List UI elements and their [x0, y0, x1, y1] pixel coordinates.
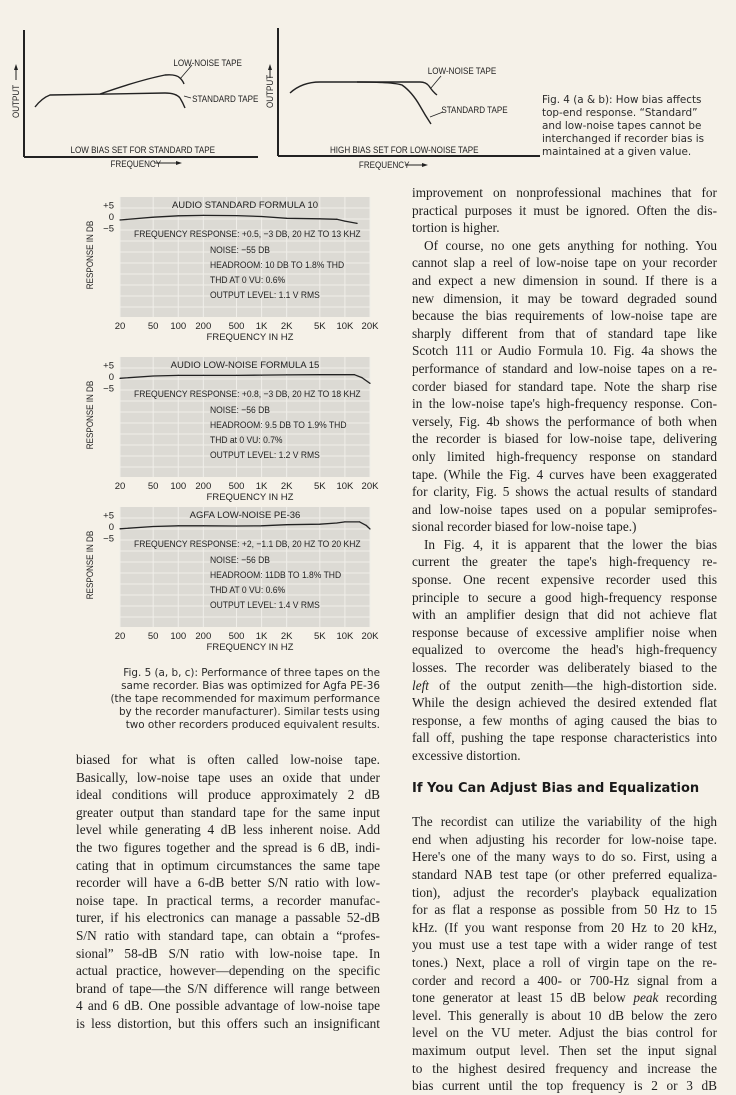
data-point — [203, 215, 204, 216]
text-fragment: of the output zenith—the high-distortion side. — [429, 677, 717, 693]
text-line: for as flat a response as possible from 50 Hz to 15 — [412, 902, 717, 918]
spec-line: NOISE: −55 DB — [210, 244, 270, 256]
text-line: greater output than standard tape for the same input — [76, 804, 380, 820]
data-point — [203, 375, 204, 376]
x-axis-label: FREQUENCY IN HZ — [206, 642, 294, 653]
text-line: response, a few months of aging caused the bias to — [412, 712, 717, 728]
y-tick-label: −5 — [103, 223, 114, 235]
data-point — [153, 526, 154, 527]
fig4-caption-line: maintained at a given value. — [542, 146, 692, 158]
x-tick-label: 2K — [280, 321, 293, 332]
x-tick-label: 50 — [147, 321, 159, 332]
fig5c-chart — [75, 505, 390, 655]
text-line: In Fig. 4, it is apparent that the lower the bias — [424, 536, 717, 552]
text-line: improvement on nonprofessional machines that for — [412, 185, 717, 200]
text-line: S/N ratio with standard tape, can obtain a “profes- — [76, 927, 380, 943]
text-line: cating that in optimum circumstances the same tape — [76, 857, 380, 873]
text-fragment: tone generator at least 15 dB below — [412, 990, 634, 1006]
y-tick-label: −5 — [103, 533, 114, 545]
fig4a-low-noise-label: LOW-NOISE TAPE — [173, 57, 242, 69]
text-line: maximum output level. Then set the input signal — [412, 1042, 717, 1058]
data-point — [261, 216, 262, 217]
fig4b-low-noise-curve — [290, 82, 437, 95]
x-tick-label: 10K — [336, 321, 354, 332]
data-point — [119, 219, 120, 220]
text-line: excessive distortion. — [412, 748, 521, 763]
data-point — [344, 521, 345, 522]
fig5-caption-line: (the tape recommended for maximum performance — [110, 693, 380, 705]
text-line: cannot slap a reel of low-noise tape on your recorder — [412, 255, 717, 271]
chart-title: AGFA LOW-NOISE PE-36 — [189, 510, 301, 521]
text-line: for clarity, Fig. 5 shows the actual results of standard — [412, 484, 717, 500]
fig4b-x-arrowhead — [422, 163, 428, 167]
fig4b-y-label: OUTPUT — [264, 74, 276, 108]
x-tick-label: 500 — [228, 481, 245, 492]
data-point — [354, 374, 355, 375]
data-point — [366, 525, 367, 526]
section-heading: If You Can Adjust Bias and Equalization — [412, 780, 700, 796]
frequency-response-spec: FREQUENCY RESPONSE: +0.5, −3 DB, 20 HZ TO 13 KHZ — [134, 228, 361, 240]
spec-line: THD at 0 VU: 0.7% — [210, 434, 283, 446]
data-point — [178, 215, 179, 216]
x-tick-label: 200 — [195, 631, 212, 642]
x-tick-label: 50 — [147, 481, 159, 492]
data-point — [369, 383, 370, 384]
text-line: tape. (While the Fig. 4 curves have been exaggerated — [412, 466, 717, 482]
data-point — [336, 522, 337, 523]
paragraph-2 — [412, 237, 717, 536]
paragraph-1 — [412, 184, 717, 237]
x-tick-label: 10K — [336, 481, 354, 492]
text-line: corder and record a 400- or 700-Hz signal from a — [412, 972, 717, 988]
text-line: with an amplifier design that did not achieve flat — [412, 607, 717, 623]
text-line: sional” 58-dB S/N ratio with low-noise tape. In — [76, 945, 380, 961]
fig4-caption-line: Fig. 4 (a & b): How bias affects — [542, 94, 702, 106]
data-point — [319, 524, 320, 525]
fig4b-standard-curve — [357, 82, 431, 124]
data-point — [361, 377, 362, 378]
fig4-caption — [542, 94, 736, 159]
data-point — [336, 219, 337, 220]
text-line: current the greater the tape's high-frequency re- — [412, 554, 717, 570]
text-line: standard NAB test tape (or other preferred equaliza- — [412, 866, 717, 882]
data-point — [319, 374, 320, 375]
fig4-caption-line: and low-noise tapes cannot be — [542, 120, 702, 132]
spec-line: NOISE: −56 DB — [210, 554, 270, 566]
fig4a-subtitle: LOW BIAS SET FOR STANDARD TAPE — [70, 144, 216, 156]
x-tick-label: 20 — [114, 631, 126, 642]
y-tick-label: 0 — [108, 522, 114, 533]
y-tick-label: +5 — [103, 510, 114, 522]
y-axis-label: RESPONSE IN DB — [84, 380, 96, 450]
x-tick-label: 10K — [336, 631, 354, 642]
y-axis-label: RESPONSE IN DB — [84, 530, 96, 600]
text-line: the recorder is biased for low-noise tape, delivering — [412, 431, 717, 447]
x-tick-label: 20K — [361, 481, 379, 492]
italic-word: left — [412, 677, 429, 693]
text-line: end when adjusting his recorder for low-noise tape. — [412, 831, 717, 847]
fig4b-low-noise-leader — [431, 76, 441, 88]
data-point — [203, 525, 204, 526]
data-point — [261, 525, 262, 526]
data-point — [119, 378, 120, 379]
spec-line: THD AT 0 VU: 0.6% — [210, 584, 286, 596]
text-line: because the bias requirements of low-noise tape are — [412, 308, 717, 324]
x-axis-label: FREQUENCY IN HZ — [206, 492, 294, 503]
x-axis-label: FREQUENCY IN HZ — [206, 332, 294, 343]
text-line: level on the VU meter. Adjust the bias control for — [412, 1025, 717, 1041]
italic-word: peak — [633, 990, 659, 1006]
frequency-response-spec: FREQUENCY RESPONSE: +0.8, −3 DB, 20 HZ TO 18 KHZ — [134, 388, 361, 400]
x-tick-label: 100 — [170, 481, 187, 492]
left-column-text — [76, 751, 380, 1033]
text-line: level. This generally is about 10 dB below the zero — [412, 1007, 717, 1023]
data-point — [344, 221, 345, 222]
x-tick-label: 1K — [255, 321, 268, 332]
x-tick-label: 1K — [255, 481, 268, 492]
data-point — [119, 528, 120, 529]
text-line: tion), adjust the recorder's playback equalization — [412, 884, 717, 900]
text-line: While the design achieved the desired extended flat — [412, 695, 717, 711]
x-tick-label: 200 — [195, 321, 212, 332]
fig4a-y-label: OUTPUT — [10, 84, 22, 118]
text-line: tones.) Next, place a roll of virgin tape on the re- — [412, 954, 717, 970]
text-line: ideal conditions will produce approximately 2 dB — [76, 787, 380, 803]
spec-line: HEADROOM: 11DB TO 1.8% THD — [210, 569, 342, 581]
data-point — [236, 215, 237, 216]
text-line: performance of standard and low-noise tapes on a re- — [412, 360, 717, 376]
data-point — [344, 374, 345, 375]
text-line: is less distortion, but this offers such an insignificant — [76, 1015, 380, 1031]
right-column-text — [412, 184, 717, 1095]
text-line: losses. The recorder was deliberately biased to the — [412, 660, 717, 676]
data-point — [286, 374, 287, 375]
x-tick-label: 2K — [280, 631, 293, 642]
data-point — [369, 528, 370, 529]
fig4a-diagram — [0, 0, 265, 175]
text-line: bias current until the top frequency is 2 or 3 dB — [412, 1078, 717, 1094]
text-line: 4 and 6 dB. One possible advantage of low-noise tape — [76, 998, 380, 1014]
text-line: biased for what is often called low-noise tape. — [76, 752, 380, 767]
data-point — [236, 525, 237, 526]
text-line: new dimension, it may be toward degraded sound — [412, 290, 717, 306]
data-point — [286, 524, 287, 525]
text-line: versely, Fig. 4b shows the performance of both when — [412, 413, 717, 429]
text-line: and low-noise tapes used on a popular semiprofes- — [412, 501, 717, 517]
x-tick-label: 5K — [314, 321, 326, 332]
text-line: Basically, low-noise tape uses an oxide that under — [76, 769, 380, 785]
data-point — [319, 218, 320, 219]
x-tick-label: 5K — [314, 481, 326, 492]
x-tick-label: 500 — [228, 631, 245, 642]
spec-line: HEADROOM: 10 DB TO 1.8% THD — [210, 259, 345, 271]
fig4a-x-label: FREQUENCY — [110, 158, 162, 170]
text-line: fall off, pushing the tape response characteristics into — [412, 730, 717, 746]
text-line: sponse. One recent expensive recorder used this — [412, 572, 717, 588]
text-line: corder biased for standard tape. Note the sharp rise — [412, 378, 717, 394]
x-tick-label: 5K — [314, 631, 326, 642]
text-line: equalized to overcome the head's high-frequency — [412, 642, 717, 658]
chart-title: AUDIO LOW-NOISE FORMULA 15 — [170, 360, 320, 371]
x-tick-label: 100 — [170, 631, 187, 642]
spec-line: OUTPUT LEVEL: 1.4 V RMS — [210, 599, 320, 611]
spec-line: OUTPUT LEVEL: 1.1 V RMS — [210, 289, 320, 301]
text-line: actual practice, however—depending on the specific — [76, 963, 380, 979]
text-line: practical purposes it must be ignored. Often the dis- — [412, 202, 717, 218]
y-tick-label: 0 — [108, 212, 114, 223]
fig4-caption-line: top-end response. “Standard” — [542, 107, 698, 119]
x-tick-label: 50 — [147, 631, 159, 642]
fig4b-diagram — [262, 0, 542, 175]
x-tick-label: 1K — [255, 631, 268, 642]
data-point — [153, 375, 154, 376]
text-line: and expect a new dimension in sound. If there is a — [412, 272, 717, 288]
fig4a-standard-leader — [184, 96, 191, 98]
data-point — [356, 223, 357, 224]
fig4b-low-noise-label: LOW-NOISE TAPE — [427, 65, 497, 77]
fig5-caption-line: same recorder. Bias was optimized for Agfa PE-36 — [121, 680, 380, 692]
fig5b-chart — [75, 355, 390, 505]
chart-title: AUDIO STANDARD FORMULA 10 — [171, 200, 319, 211]
text-line: level while generating 4 dB less inherent noise. Add — [76, 822, 380, 838]
fig4-caption-line: interchanged if recorder bias is — [542, 133, 704, 145]
text-line: Here's one of the many ways to do so. First, using a — [412, 849, 717, 865]
data-point — [178, 375, 179, 376]
text-line: Scotch 111 or Audio Formula 10. Fig. 4a shows the — [412, 343, 717, 359]
fig4a-standard-label: STANDARD TAPE — [192, 93, 259, 105]
text-line: sharply different from that of standard tape like — [412, 325, 717, 341]
paragraph-4 — [412, 813, 717, 1095]
x-tick-label: 20 — [114, 481, 126, 492]
fig5-caption — [42, 667, 380, 732]
frequency-response-spec: FREQUENCY RESPONSE: +2, −1.1 DB, 20 HZ TO 20 KHZ — [134, 538, 361, 550]
text-line: to the highest desired frequency and increase the — [412, 1060, 717, 1076]
data-point — [359, 521, 360, 522]
y-tick-label: +5 — [103, 360, 114, 372]
text-line — [412, 989, 717, 1007]
text-line: The recordist can utilize the variability of the high — [412, 814, 717, 830]
fig5a-chart — [75, 195, 390, 345]
fig4b-subtitle: HIGH BIAS SET FOR LOW-NOISE TAPE — [330, 144, 479, 156]
data-point — [286, 218, 287, 219]
x-tick-label: 500 — [228, 321, 245, 332]
text-line: kHz. (If you want response from 20 Hz to 20 kHz, — [412, 919, 717, 935]
x-tick-label: 200 — [195, 481, 212, 492]
fig4b-standard-label: STANDARD TAPE — [441, 104, 508, 116]
text-line: turer, if his electronics can manage a passable 52-dB — [76, 910, 380, 926]
text-line: sional recorder biased for low-noise tape.) — [412, 519, 637, 535]
fig5-caption-line: two other recorders produced equivalent results. — [125, 719, 380, 731]
fig4b-x-label: FREQUENCY — [358, 159, 410, 171]
y-tick-label: −5 — [103, 383, 114, 395]
x-tick-label: 20K — [361, 631, 379, 642]
fig5-caption-line: by the recorder manufacturer). Similar tests using — [118, 706, 380, 718]
spec-line: NOISE: −56 DB — [210, 404, 270, 416]
data-point — [236, 375, 237, 376]
spec-line: HEADROOM: 9.5 DB TO 1.9% THD — [210, 419, 347, 431]
fig4a-low-noise-curve — [100, 75, 184, 94]
text-line: principle to secure a good high-frequency response — [412, 589, 717, 605]
x-tick-label: 2K — [280, 481, 293, 492]
spec-line: THD AT 0 VU: 0.6% — [210, 274, 286, 286]
y-axis-label: RESPONSE IN DB — [84, 220, 96, 290]
y-tick-label: 0 — [108, 372, 114, 383]
fig4b-y-arrowhead — [268, 64, 272, 70]
fig5-caption-line: Fig. 5 (a, b, c): Performance of three tapes on the — [123, 667, 380, 679]
text-line: you must use a test tape with a wider range of test — [412, 937, 717, 953]
text-line: response because of excessive amplifier noise when — [412, 624, 717, 640]
text-line: recorder will have a 6-dB better S/N ratio with low- — [76, 875, 380, 891]
x-tick-label: 20K — [361, 321, 379, 332]
data-point — [153, 217, 154, 218]
spec-line: OUTPUT LEVEL: 1.2 V RMS — [210, 449, 320, 461]
data-point — [261, 375, 262, 376]
x-tick-label: 20 — [114, 321, 126, 332]
paragraph-3 — [412, 536, 717, 765]
text-line — [412, 677, 717, 695]
text-line: in the low-noise tape's high-frequency response. Con- — [412, 396, 717, 412]
data-point — [178, 525, 179, 526]
fig4a-standard-curve — [35, 93, 185, 108]
text-line: brand of tape—the S/N difference will range between — [76, 980, 380, 996]
text-line: the two figures together and the spread is 6 dB, indi- — [76, 839, 380, 855]
text-line: noise tape. In practical terms, a recorder manufac- — [76, 892, 380, 908]
text-line: only limited high-frequency response on standard — [412, 448, 717, 464]
fig4a-x-arrowhead — [176, 161, 182, 165]
y-tick-label: +5 — [103, 200, 114, 212]
text-fragment: recording — [658, 990, 717, 1006]
x-tick-label: 100 — [170, 321, 187, 332]
text-line: Of course, no one gets anything for nothing. You — [424, 237, 717, 253]
fig4a-y-arrowhead — [14, 64, 18, 70]
text-line: tortion is higher. — [412, 220, 500, 236]
